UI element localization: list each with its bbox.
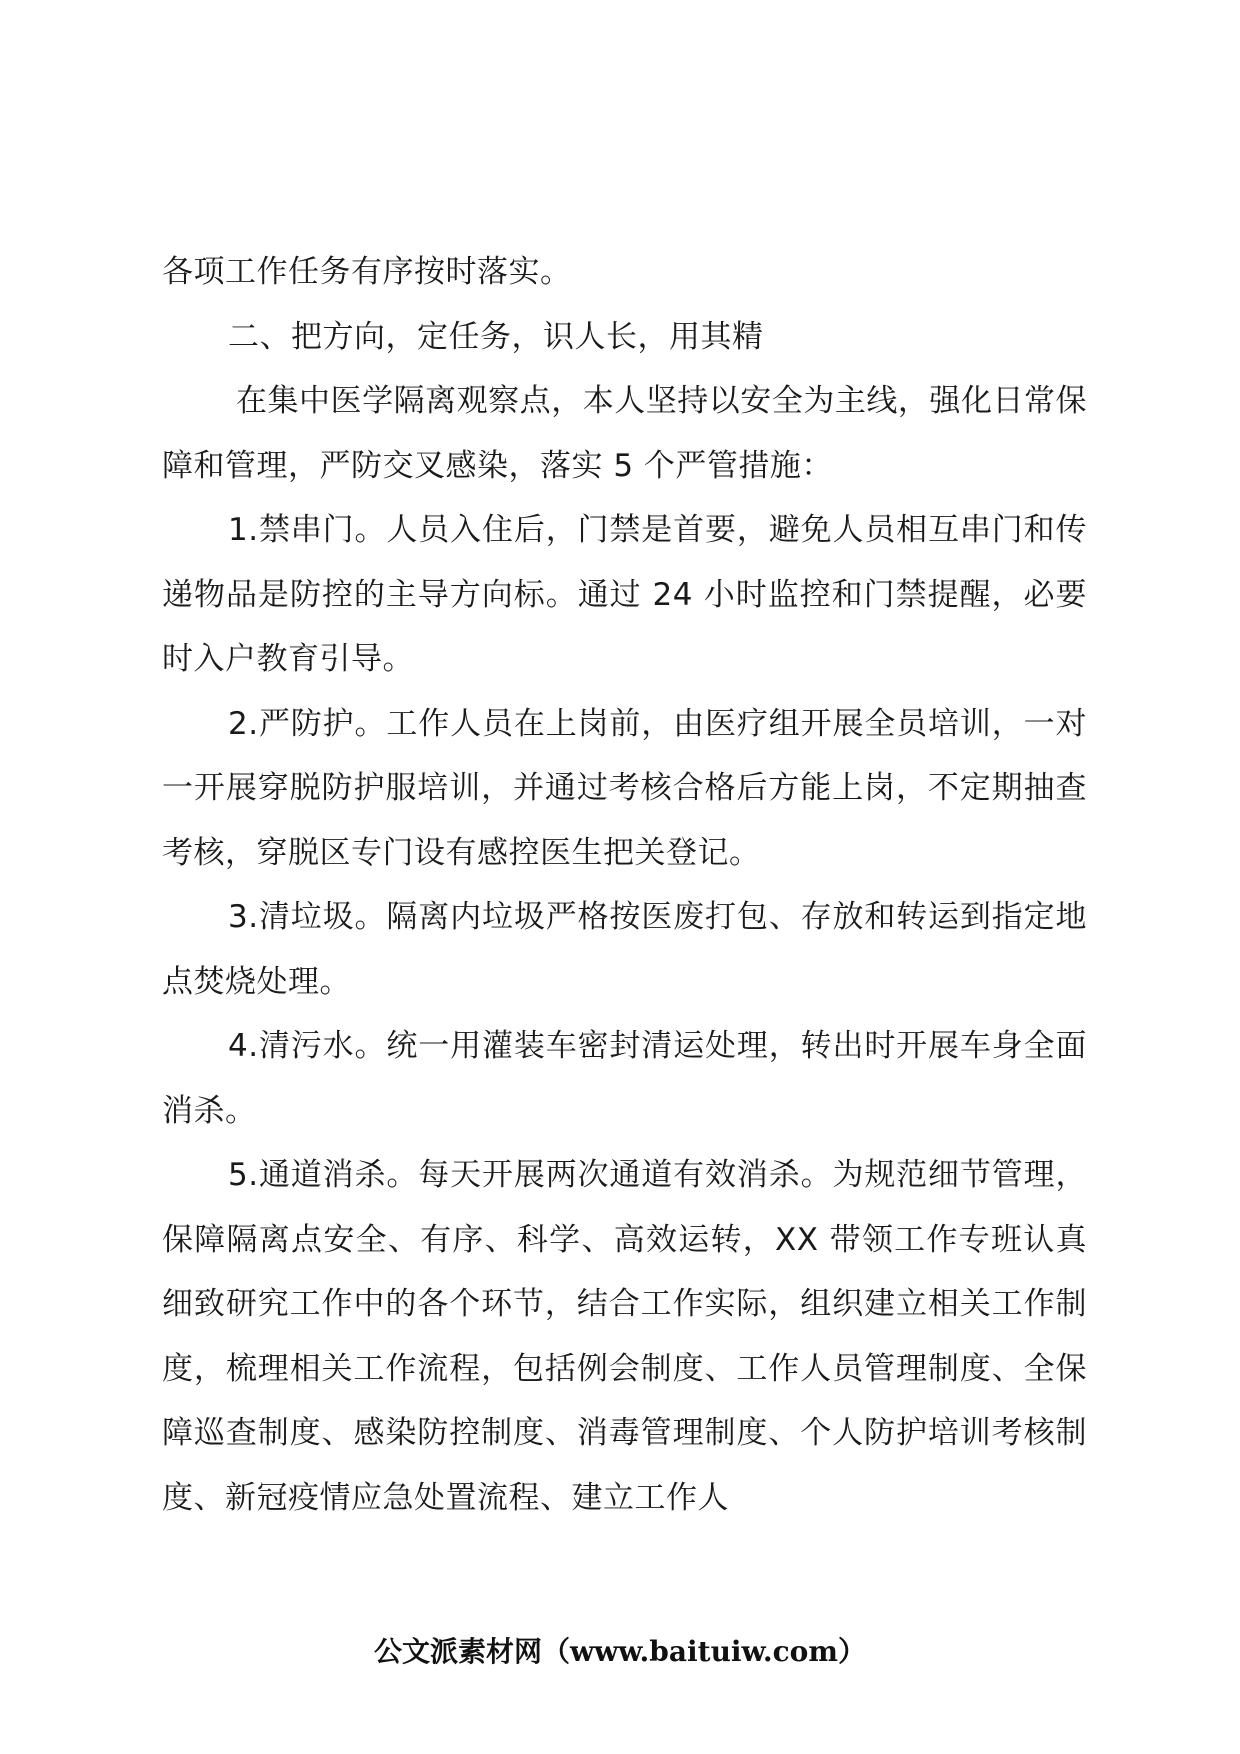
paragraph-measure-1: 1.禁串门。人员入住后，门禁是首要，避免人员相互串门和传递物品是防控的主导方向标。通过 24 小时监控和门禁提醒，必要时入户教育引导。 bbox=[162, 512, 1087, 677]
paragraph-intro: 在集中医学隔离观察点，本人坚持以安全为主线，强化日常保障和管理，严防交叉感染，落实 5 个严管措施： bbox=[162, 383, 1087, 484]
paragraph-measure-4: 4.清污水。统一用灌装车密封清运处理，转出时开展车身全面消杀。 bbox=[162, 1028, 1087, 1129]
paragraph-measure-5: 5.通道消杀。每天开展两次通道有效消杀。为规范细节管理，保障隔离点安全、有序、科学、高效运转，XX 带领工作专班认真细致研究工作中的各个环节，结合工作实际，组织建立相关工作制度，梳理相关工作流程，包括例会制度、工作人员管理制度、全保障巡查制度、感染防控制度、消毒管理制度、个人防护培训考核制度、新冠疫情应急处置流程、建立工作人 bbox=[162, 1157, 1087, 1516]
footer-watermark: 公文派素材网（www.baituiw.com） bbox=[374, 1635, 866, 1668]
section-heading: 二、把方向，定任务，识人长，用其精 bbox=[228, 318, 764, 355]
paragraph-continuation: 各项工作任务有序按时落实。 bbox=[162, 254, 572, 290]
document-body bbox=[162, 240, 1087, 1530]
paragraph-measure-2: 2.严防护。工作人员在上岗前，由医疗组开展全员培训，一对一开展穿脱防护服培训，并通过考核合格后方能上岗，不定期抽查考核，穿脱区专门设有感控医生把关登记。 bbox=[162, 705, 1087, 871]
paragraph-measure-3: 3.清垃圾。隔离内垃圾严格按医废打包、存放和转运到指定地点焚烧处理。 bbox=[162, 899, 1087, 1000]
